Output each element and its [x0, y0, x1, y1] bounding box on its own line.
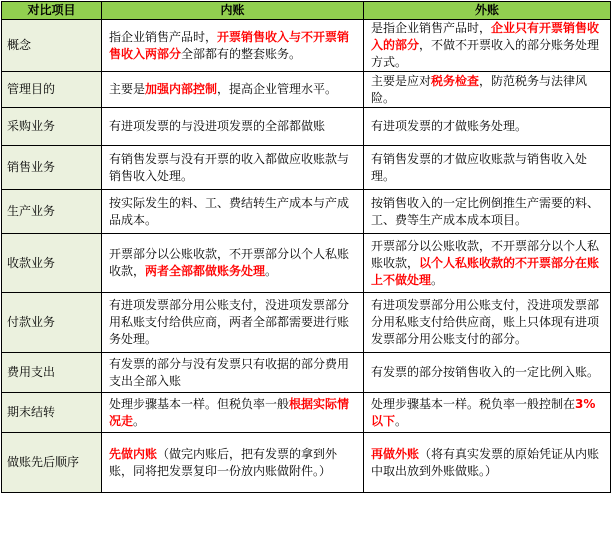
table-row	[2, 433, 611, 493]
inner-account-cell	[102, 433, 364, 493]
highlight-text: 加强内部控制	[145, 82, 218, 96]
cell-text: 。	[265, 264, 278, 278]
highlight-text: 3%以下	[371, 396, 596, 428]
inner-account-cell	[102, 234, 364, 293]
inner-account-cell	[102, 393, 364, 433]
cell-text: 有进项发票部分用公账支付，没进项发票部分用私账支付给供应商，账上只体现有进项发票部分用公账支付的部分。	[371, 298, 600, 346]
highlight-text: 以个人私账收款的不开票部分在账上不做处理	[371, 255, 600, 287]
outer-account-cell	[364, 72, 611, 108]
highlight-text: 根据实际情况走	[109, 396, 350, 428]
highlight-text: 先做内账	[109, 446, 158, 461]
cell-text: （做完内账后，把有发票的拿到外账，同将把发票复印一份放内账做附件。）	[109, 446, 338, 478]
cell-text: 。	[133, 413, 146, 428]
cell-text: 有发票的部分按销售收入的一定比例入账。	[371, 365, 600, 379]
row-label: 管理目的	[2, 72, 102, 108]
table-row	[2, 234, 611, 293]
row-label: 采购业务	[2, 108, 102, 146]
outer-account-cell	[364, 108, 611, 146]
row-label: 销售业务	[2, 146, 102, 190]
cell-text: 。	[395, 413, 408, 428]
inner-account-cell	[102, 353, 364, 393]
cell-text: （将有真实发票的原始凭证从内账中取出放到外账做账。）	[371, 446, 600, 478]
header-row	[2, 2, 611, 20]
cell-text: 有发票的部分与没有发票只有收据的部分费用支出全部入账	[109, 356, 350, 388]
outer-account-cell	[364, 146, 611, 190]
row-label: 期末结转	[2, 393, 102, 433]
cell-text: 开票部分以公账收款，不开票部分以个人私账收款，	[371, 238, 600, 270]
table-row	[2, 293, 611, 353]
inner-account-cell	[102, 293, 364, 353]
row-label: 生产业务	[2, 190, 102, 234]
row-label: 概念	[2, 20, 102, 72]
table-row	[2, 353, 611, 393]
table-row	[2, 393, 611, 433]
header-inner-account: 内账	[102, 2, 364, 20]
cell-text: ，提高企业管理水平。	[217, 82, 338, 96]
row-label: 付款业务	[2, 293, 102, 353]
row-label: 收款业务	[2, 234, 102, 293]
outer-account-cell	[364, 234, 611, 293]
table-row	[2, 20, 611, 72]
cell-text: 主要是	[109, 82, 146, 96]
outer-account-cell	[364, 20, 611, 72]
cell-text: 有销售发票的才做应收账款与销售收入处理。	[371, 151, 588, 183]
outer-account-cell	[364, 353, 611, 393]
header-outer-account: 外账	[364, 2, 611, 20]
table-row	[2, 72, 611, 108]
cell-text: 。	[431, 272, 444, 287]
cell-text: 处理步骤基本一样。税负率一般控制在	[371, 396, 576, 411]
cell-text: 按销售收入的一定比例倒推生产需要的料、工、费等生产成本成本项目。	[371, 195, 600, 227]
comparison-table	[1, 1, 611, 493]
inner-account-cell	[102, 20, 364, 72]
outer-account-cell	[364, 190, 611, 234]
inner-account-cell	[102, 190, 364, 234]
cell-text: ，不做不开票收入的部分账务处理方式。	[371, 38, 600, 69]
highlight-text: 开票销售收入与不开票销售收入两部分	[109, 29, 350, 61]
outer-account-cell	[364, 433, 611, 493]
cell-text: 按实际发生的料、工、费结转生产成本与产成品成本。	[109, 195, 350, 227]
inner-account-cell	[102, 72, 364, 108]
row-label: 费用支出	[2, 353, 102, 393]
inner-account-cell	[102, 146, 364, 190]
inner-account-cell	[102, 108, 364, 146]
cell-text: 全部都有的整套账务。	[181, 46, 302, 61]
cell-text: 有销售发票与没有开票的收入都做应收账款与销售收入处理。	[109, 151, 350, 183]
highlight-text: 企业只有开票销售收入的部分	[371, 21, 600, 52]
header-item: 对比项目	[2, 2, 102, 20]
cell-text: 指企业销售产品时，	[109, 29, 218, 44]
cell-text: 有进项发票部分用公账支付，没进项发票部分用私账支付给供应商，两者全部都需要进行账务处理。	[109, 298, 350, 346]
cell-text: 是指企业销售产品时，	[371, 21, 492, 35]
cell-text: 有进项发票的才做账务处理。	[371, 119, 528, 133]
highlight-text: 两者全部都做账务处理	[145, 264, 266, 278]
highlight-text: 再做外账	[371, 446, 420, 461]
cell-text: 有进项发票的与没进项发票的全部都做账	[109, 119, 326, 133]
table-row	[2, 190, 611, 234]
highlight-text: 税务检查	[431, 73, 480, 88]
table-row	[2, 108, 611, 146]
cell-text: ，防范税务与法律风险。	[371, 73, 588, 105]
cell-text: 处理步骤基本一样。但税负率一般	[109, 396, 290, 411]
table-row	[2, 146, 611, 190]
row-label: 做账先后顺序	[2, 433, 102, 493]
outer-account-cell	[364, 393, 611, 433]
cell-text: 开票部分以公账收款，不开票部分以个人私账收款，	[109, 247, 350, 278]
cell-text: 主要是应对	[371, 73, 432, 88]
outer-account-cell	[364, 293, 611, 353]
